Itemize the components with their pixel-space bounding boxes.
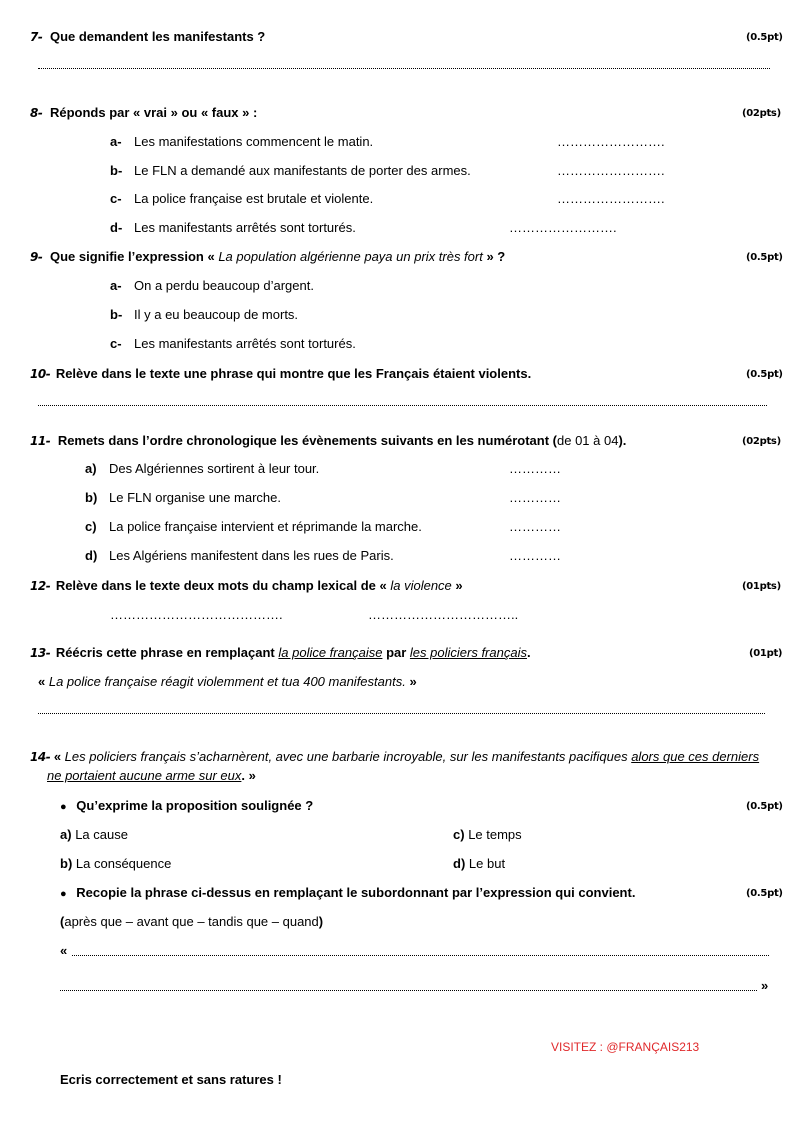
q12-number: 12- bbox=[30, 579, 51, 593]
q14-line2 bbox=[47, 768, 256, 783]
item-text: Le FLN a demandé aux manifestants de porter des armes. bbox=[134, 163, 471, 178]
option-b[interactable] bbox=[60, 856, 171, 871]
list-item bbox=[85, 490, 281, 505]
item-text: La police française intervient et réprimande la marche. bbox=[109, 519, 422, 534]
item-letter: a- bbox=[110, 134, 122, 149]
quote-close: » bbox=[409, 674, 417, 689]
answer-blank[interactable]: …………………………………. bbox=[110, 607, 283, 622]
q14-number: 14- bbox=[30, 750, 51, 764]
answer-blank[interactable]: ……………………. bbox=[557, 134, 665, 149]
q7-number: 7- bbox=[30, 30, 43, 44]
q10-text: Relève dans le texte une phrase qui montre que les Français étaient violents. bbox=[55, 366, 532, 381]
q13-underlined-1: la police française bbox=[278, 645, 383, 660]
q9-quote: La population algérienne paya un prix très fort bbox=[218, 249, 483, 264]
answer-line[interactable] bbox=[38, 713, 765, 714]
answer-blank[interactable]: ……………………. bbox=[557, 191, 665, 206]
option-text: Le but bbox=[468, 856, 506, 871]
q14-sub1-points: (0.5pt) bbox=[746, 801, 783, 812]
item-letter: b) bbox=[85, 490, 98, 505]
paren-close: ) bbox=[318, 914, 324, 929]
option-letter: c) bbox=[453, 827, 465, 842]
q11-close: ). bbox=[618, 433, 627, 448]
quote-open: « bbox=[53, 749, 62, 764]
item-letter: a- bbox=[110, 278, 122, 293]
option-letter: b) bbox=[60, 856, 73, 871]
q13-points: (01pt) bbox=[749, 648, 783, 659]
closing-instruction: Ecris correctement et sans ratures ! bbox=[60, 1072, 282, 1087]
q9-number: 9- bbox=[30, 250, 43, 264]
answer-line[interactable] bbox=[38, 405, 767, 406]
q7 bbox=[30, 29, 265, 44]
item-text: Le FLN organise une marche. bbox=[109, 490, 281, 505]
item-letter: b- bbox=[110, 163, 123, 178]
item-letter: c- bbox=[110, 191, 122, 206]
q11-range: de 01 à 04 bbox=[557, 433, 619, 448]
q12-pre: Relève dans le texte deux mots du champ lexical de « bbox=[55, 578, 387, 593]
q13-end: . bbox=[526, 645, 531, 660]
q14-underlined-part1: alors que ces derniers bbox=[631, 749, 760, 764]
q12 bbox=[30, 578, 463, 593]
visit-link[interactable]: VISITEZ : @FRANÇAIS213 bbox=[551, 1040, 700, 1054]
q14-sub2 bbox=[60, 885, 635, 900]
item-letter: c) bbox=[85, 519, 97, 534]
list-item bbox=[110, 191, 373, 206]
item-text: Il y a eu beaucoup de morts. bbox=[134, 307, 299, 322]
item-text: Les manifestations commencent le matin. bbox=[134, 134, 374, 149]
q11-text: Remets dans l’ordre chronologique les évènements suivants en les numérotant ( bbox=[57, 433, 557, 448]
option-a[interactable] bbox=[60, 827, 128, 842]
q7-points: (0.5pt) bbox=[746, 32, 783, 43]
q8 bbox=[30, 105, 257, 120]
q11-number: 11- bbox=[30, 434, 51, 448]
q8-points: (02pts) bbox=[742, 108, 781, 119]
item-text: Des Algériennes sortirent à leur tour. bbox=[109, 461, 320, 476]
q9-points: (0.5pt) bbox=[746, 252, 783, 263]
paren-open: ( bbox=[60, 914, 65, 929]
q13-number: 13- bbox=[30, 646, 51, 660]
answer-line[interactable] bbox=[60, 990, 757, 991]
q13-mid: par bbox=[386, 645, 407, 660]
q10-number: 10- bbox=[30, 367, 51, 381]
list-item bbox=[110, 220, 356, 235]
q14-sub1 bbox=[60, 798, 313, 813]
answer-blank[interactable]: ………… bbox=[509, 519, 561, 534]
q7-text: Que demandent les manifestants ? bbox=[49, 29, 266, 44]
q13-underlined-2: les policiers français bbox=[409, 645, 527, 660]
choices-text: après que – avant que – tandis que – quand bbox=[64, 914, 319, 929]
q13 bbox=[30, 645, 531, 660]
answer-blank[interactable]: ………… bbox=[509, 490, 561, 505]
answer-blank[interactable]: ……………………. bbox=[557, 163, 665, 178]
q9 bbox=[30, 249, 505, 264]
sentence-text: La police française réagit violemment et tua 400 manifestants. bbox=[48, 674, 406, 689]
option-text: La conséquence bbox=[75, 856, 172, 871]
q8-text: Réponds par « vrai » ou « faux » : bbox=[49, 105, 258, 120]
sub1-text: Qu’exprime la proposition soulignée ? bbox=[76, 798, 314, 813]
list-item bbox=[110, 336, 356, 351]
quote-open: « bbox=[38, 674, 46, 689]
option-letter: a) bbox=[60, 827, 72, 842]
q9-post: » ? bbox=[486, 249, 506, 264]
sub2-text: Recopie la phrase ci-dessus en remplaçant le subordonnant par l’expression qui convient. bbox=[76, 885, 636, 900]
item-text: Les manifestants arrêtés sont torturés. bbox=[134, 336, 356, 351]
answer-blank[interactable]: ……………………. bbox=[509, 220, 617, 235]
q11 bbox=[30, 433, 626, 448]
q13-sentence bbox=[38, 674, 417, 689]
option-text: Le temps bbox=[468, 827, 522, 842]
bullet-icon: ● bbox=[60, 801, 67, 813]
quote-close: » bbox=[761, 978, 769, 993]
q14-line1 bbox=[30, 749, 759, 764]
q14-end: . » bbox=[241, 768, 256, 783]
q11-points: (02pts) bbox=[742, 436, 781, 447]
item-letter: a) bbox=[85, 461, 97, 476]
item-text: Les manifestants arrêtés sont torturés. bbox=[134, 220, 356, 235]
q13-pre: Réécris cette phrase en remplaçant bbox=[55, 645, 275, 660]
q10 bbox=[30, 366, 531, 381]
answer-line[interactable] bbox=[72, 955, 769, 956]
q14-choices bbox=[60, 914, 323, 929]
list-item bbox=[110, 278, 314, 293]
option-letter: d) bbox=[453, 856, 466, 871]
item-letter: c- bbox=[110, 336, 122, 351]
q12-post: » bbox=[455, 578, 463, 593]
answer-blank[interactable]: …………………………….. bbox=[368, 607, 519, 622]
q10-points: (0.5pt) bbox=[746, 369, 783, 380]
list-item bbox=[85, 519, 422, 534]
item-text: La police française est brutale et violente. bbox=[134, 191, 374, 206]
answer-line[interactable] bbox=[38, 68, 770, 69]
q14-sub2-points: (0.5pt) bbox=[746, 888, 783, 899]
list-item bbox=[85, 548, 394, 563]
item-letter: d- bbox=[110, 220, 123, 235]
option-text: La cause bbox=[75, 827, 128, 842]
answer-blank[interactable]: ………… bbox=[509, 461, 561, 476]
q14-quote-text: Les policiers français s’acharnèrent, avec une barbarie incroyable, sur les manifestants pacifiques bbox=[64, 749, 628, 764]
item-letter: b- bbox=[110, 307, 123, 322]
option-d[interactable] bbox=[453, 856, 505, 871]
list-item bbox=[110, 163, 471, 178]
item-text: On a perdu beaucoup d’argent. bbox=[134, 278, 314, 293]
item-letter: d) bbox=[85, 548, 98, 563]
item-text: Les Algériens manifestent dans les rues de Paris. bbox=[109, 548, 394, 563]
bullet-icon: ● bbox=[60, 888, 67, 900]
list-item bbox=[85, 461, 319, 476]
q9-pre: Que signifie l’expression « bbox=[49, 249, 215, 264]
list-item bbox=[110, 134, 373, 149]
q12-quote: la violence bbox=[390, 578, 452, 593]
q12-points: (01pts) bbox=[742, 581, 781, 592]
q8-number: 8- bbox=[30, 106, 43, 120]
quote-open: « bbox=[60, 943, 68, 958]
list-item bbox=[110, 307, 298, 322]
option-c[interactable] bbox=[453, 827, 522, 842]
q14-underlined-part2: ne portaient aucune arme sur eux bbox=[47, 768, 242, 783]
answer-blank[interactable]: ………… bbox=[509, 548, 561, 563]
